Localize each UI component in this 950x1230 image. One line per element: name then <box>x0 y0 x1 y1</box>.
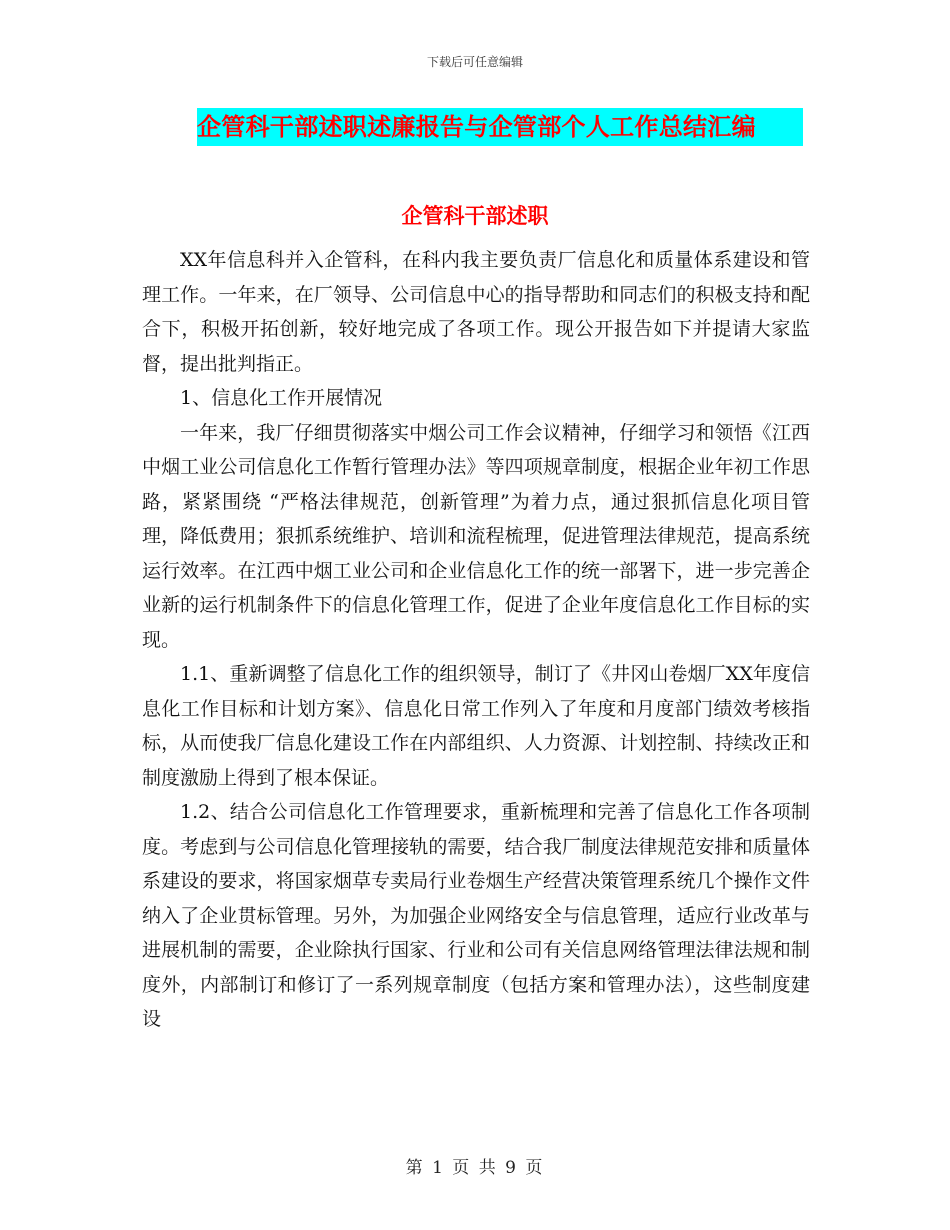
paragraph: 1.1、重新调整了信息化工作的组织领导，制订了《井冈山卷烟厂XX年度信息化工作目标和计划方案》、信息化日常工作列入了年度和月度部门绩效考核指标，从而使我厂信息化建设工作在内部组织、人力资源、计划控制、持续改正和制度激励上得到了根本保证。 <box>142 663 810 789</box>
paragraph: 一年来，我厂仔细贯彻落实中烟公司工作会议精神，仔细学习和领悟《江西中烟工业公司信息化工作暂行管理办法》等四项规章制度，根据企业年初工作思路，紧紧围绕 “严格法律规范，创新管理”为着力点，通过狠抓信息化项目管理，降低费用；狠抓系统维护、培训和流程梳理，促进管理法律规范，提高系统运行效率。在江西中烟工业公司和企业信息化工作的统一部署下，进一步完善企业新的运行机制条件下的信息化管理工作，促进了企业年度信息化工作目标的实现。 <box>142 421 810 651</box>
document-body <box>142 243 810 1037</box>
paragraph: 1、信息化工作开展情况 <box>180 387 383 409</box>
header-note: 下载后可任意编辑 <box>426 55 523 69</box>
document-title: 企管科干部述职述廉报告与企管部个人工作总结汇编 <box>197 108 803 146</box>
paragraph: 1.2、结合公司信息化工作管理要求，重新梳理和完善了信息化工作各项制度。考虑到与公司信息化管理接轨的需要，结合我厂制度法律规范安排和质量体系建设的要求，将国家烟草专卖局行业卷烟生产经营决策管理系统几个操作文件纳入了企业贯标管理。另外，为加强企业网络安全与信息管理，适应行业改革与进展机制的需要，企业除执行国家、行业和公司有关信息网络管理法律法规和制度外，内部制订和修订了一系列规章制度（包括方案和管理办法），这些制度建设 <box>142 801 810 1030</box>
page-number: 第 1 页 共 9 页 <box>405 1158 545 1178</box>
section-title: 企管科干部述职 <box>401 203 549 228</box>
paragraph: XX年信息科并入企管科，在科内我主要负责厂信息化和质量体系建设和管理工作。一年来，在厂领导、公司信息中心的指导帮助和同志们的积极支持和配合下，积极开拓创新，较好地完成了各项工作。现公开报告如下并提请大家监督，提出批判指正。 <box>142 249 810 375</box>
